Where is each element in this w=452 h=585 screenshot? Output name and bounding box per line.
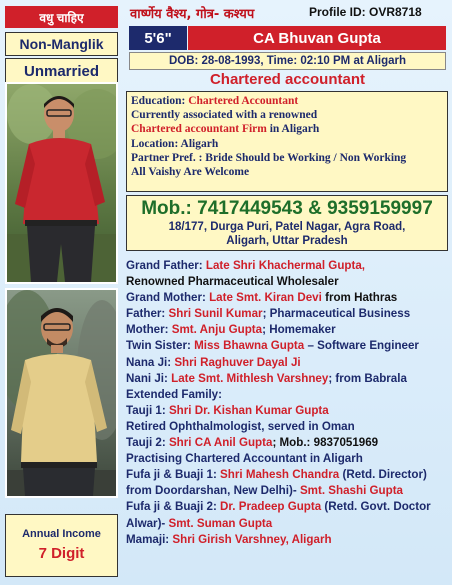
- annual-income-box: [5, 514, 118, 577]
- contact-box: [126, 195, 448, 251]
- profile-id: Profile ID: OVR8718: [309, 5, 422, 19]
- twin-sister: Twin Sister: Miss Bhawna Gupta – Software Engineer: [126, 339, 419, 353]
- person-photo-icon: [7, 84, 116, 282]
- current-job-line: Currently associated with a renowned: [131, 109, 318, 122]
- extended-family-heading: Extended Family:: [126, 387, 222, 401]
- firm-line: Chartered accountant Firm in Aligarh: [131, 123, 320, 136]
- location-line: Location: Aligarh: [131, 137, 219, 150]
- tauji-1: Tauji 1: Shri Dr. Kishan Kumar Gupta: [126, 403, 329, 417]
- person-photo-icon: [7, 290, 116, 496]
- mother: Mother: Smt. Anju Gupta; Homemaker: [126, 323, 336, 337]
- welcome-note: All Vaishy Are Welcome: [131, 166, 250, 179]
- fufa-buaji-1: Fufa ji & Buaji 1: Shri Mahesh Chandra (Retd. Director): [126, 468, 427, 482]
- family-details: [126, 258, 450, 548]
- mobile-numbers[interactable]: Mob.: 7417449543 & 9359159997: [141, 198, 433, 219]
- fufa-buaji-2: Fufa ji & Buaji 2: Dr. Pradeep Gupta (Retd. Govt. Doctor: [126, 500, 431, 514]
- father: Father: Shri Sunil Kumar; Pharmaceutical Business: [126, 307, 411, 321]
- manglik-status: Non-Manglik: [5, 32, 118, 56]
- income-value: 7 Digit: [38, 545, 85, 562]
- community-gotra: वार्ष्णेय वैश्य, गोत्र- कश्यप: [130, 7, 255, 22]
- tauji-2-desc: Practising Chartered Accountant in Aligarh: [126, 452, 363, 466]
- nana-ji: Nana Ji: Shri Raghuver Dayal Ji: [126, 355, 301, 369]
- mamaji: Mamaji: Shri Girish Varshney, Aligarh: [126, 532, 332, 546]
- grand-mother: Grand Mother: Late Smt. Kiran Devi from Hathras: [126, 291, 398, 305]
- partner-preference: Partner Pref. : Bride Should be Working / Non Working: [131, 151, 407, 164]
- height-badge: 5'6": [129, 26, 187, 50]
- education-box: [126, 91, 448, 192]
- profile-photo-2: [5, 288, 118, 498]
- fufa-buaji-2-line2: Alwar)- Smt. Suman Gupta: [126, 516, 273, 530]
- address-line-1: 18/177, Durga Puri, Patel Nagar, Agra Road,: [168, 221, 406, 233]
- address-line-2: Aligarh, Uttar Pradesh: [226, 235, 348, 247]
- marital-status: Unmarried: [5, 58, 118, 84]
- income-label: Annual Income: [22, 528, 101, 540]
- grand-father-desc: Renowned Pharmaceutical Wholesaler: [126, 275, 339, 289]
- fufa-buaji-1-line2: from Doordarshan, New Delhi)- Smt. Shashi Gupta: [126, 484, 404, 498]
- candidate-name: CA Bhuvan Gupta: [188, 26, 446, 50]
- seeking-bride-label: वधु चाहिए: [5, 6, 118, 28]
- profession-title: Chartered accountant: [209, 71, 366, 88]
- tauji-1-desc: Retired Ophthalmologist, served in Oman: [126, 419, 355, 433]
- nani-ji: Nani Ji: Late Smt. Mithlesh Varshney; from Babrala: [126, 371, 407, 385]
- birth-details: DOB: 28-08-1993, Time: 02:10 PM at Aligarh: [129, 52, 446, 70]
- grand-father: Grand Father: Late Shri Khachermal Gupta,: [126, 259, 366, 272]
- profile-photo-1: [5, 82, 118, 284]
- education-line: Education: Chartered Accountant: [131, 95, 299, 107]
- tauji-2: Tauji 2: Shri CA Anil Gupta; Mob.: 9837051969: [126, 436, 379, 450]
